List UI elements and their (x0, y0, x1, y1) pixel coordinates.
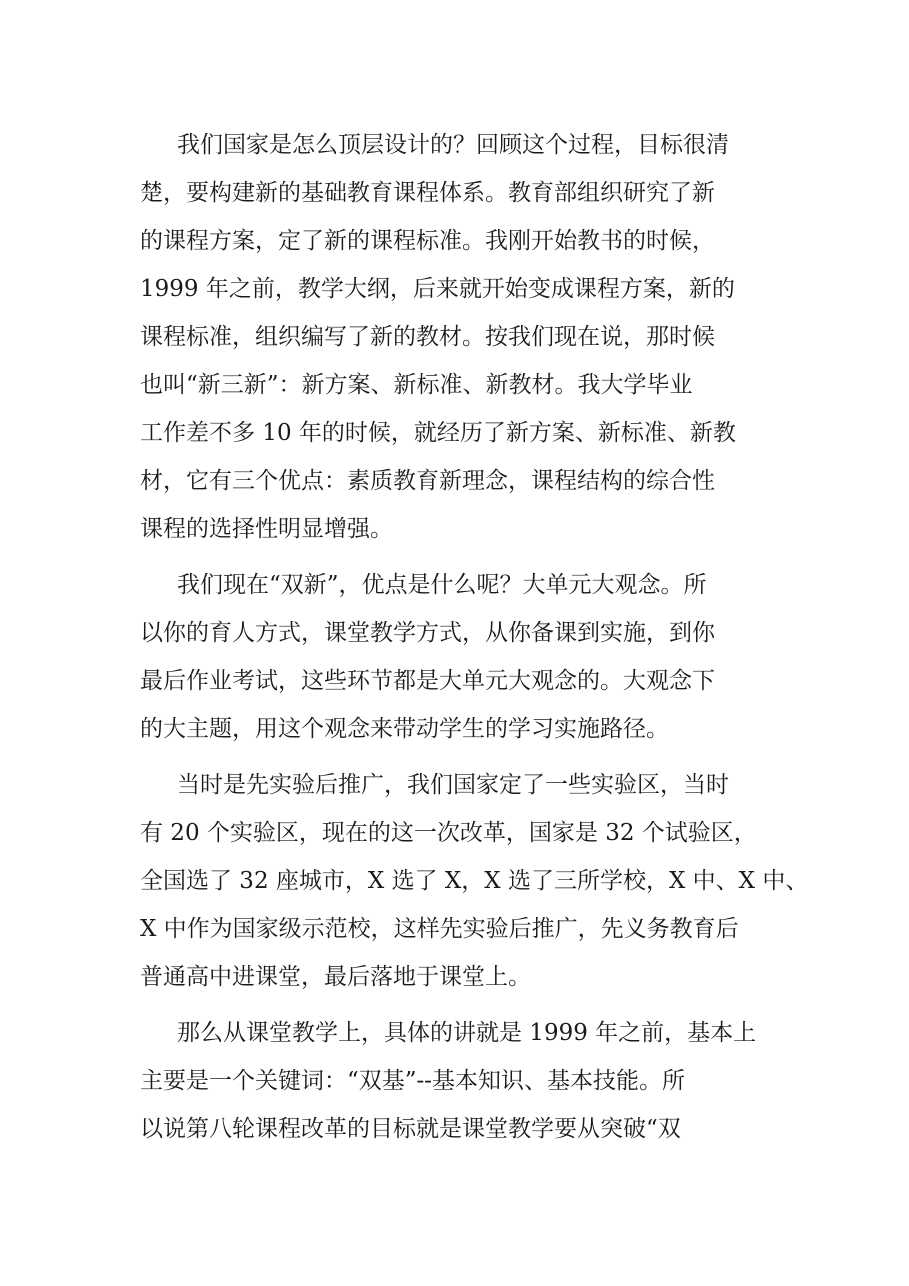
paragraph-line: 工作差不多 10 年的时候，就经历了新方案、新标准、新教 (140, 420, 736, 446)
paragraph-line: 楚，要构建新的基础教育课程体系。教育部组织研究了新 (140, 180, 715, 206)
paragraph-1 (140, 121, 780, 553)
paragraph-line: X 中作为国家级示范校，这样先实验后推广，先义务教育后 (140, 916, 739, 942)
paragraph-line: 课程标准，组织编写了新的教材。按我们现在说，那时候 (140, 324, 715, 350)
paragraph-line: 材，它有三个优点：素质教育新理念，课程结构的综合性 (140, 468, 715, 494)
paragraph-4 (140, 1009, 780, 1153)
paragraph-line: 的大主题，用这个观念来带动学生的学习实施路径。 (140, 716, 669, 742)
paragraph-line: 我们现在“双新”，优点是什么呢？大单元大观念。所 (177, 572, 707, 598)
paragraph-line: 也叫“新三新”：新方案、新标准、新教材。我大学毕业 (140, 372, 693, 398)
paragraph-line: 有 20 个实验区，现在的这一次改革，国家是 32 个试验区， (140, 820, 757, 846)
paragraph-3 (140, 761, 809, 1001)
paragraph-line: 全国选了 32 座城市，X 选了 X，X 选了三所学校，X 中、X 中、 (140, 868, 809, 894)
paragraph-line: 我们国家是怎么顶层设计的？回顾这个过程，目标很清 (177, 132, 729, 158)
paragraph-line: 1999 年之前，教学大纲，后来就开始变成课程方案，新的 (140, 276, 735, 302)
paragraph-line: 以你的育人方式，课堂教学方式，从你备课到实施，到你 (140, 620, 715, 646)
paragraph-line: 当时是先实验后推广，我们国家定了一些实验区，当时 (177, 772, 729, 798)
paragraph-line: 那么从课堂教学上，具体的讲就是 1999 年之前，基本上 (177, 1020, 757, 1046)
paragraph-line: 课程的选择性明显增强。 (140, 516, 393, 542)
paragraph-2 (140, 561, 780, 753)
paragraph-line: 普通高中进课堂，最后落地于课堂上。 (140, 964, 531, 990)
paragraph-line: 以说第八轮课程改革的目标就是课堂教学要从突破“双 (140, 1116, 681, 1142)
paragraph-line: 主要是一个关键词：“双基”--基本知识、基本技能。所 (140, 1068, 686, 1094)
paragraph-line: 最后作业考试，这些环节都是大单元大观念的。大观念下 (140, 668, 715, 694)
paragraph-line: 的课程方案，定了新的课程标准。我刚开始教书的时候， (140, 228, 715, 254)
